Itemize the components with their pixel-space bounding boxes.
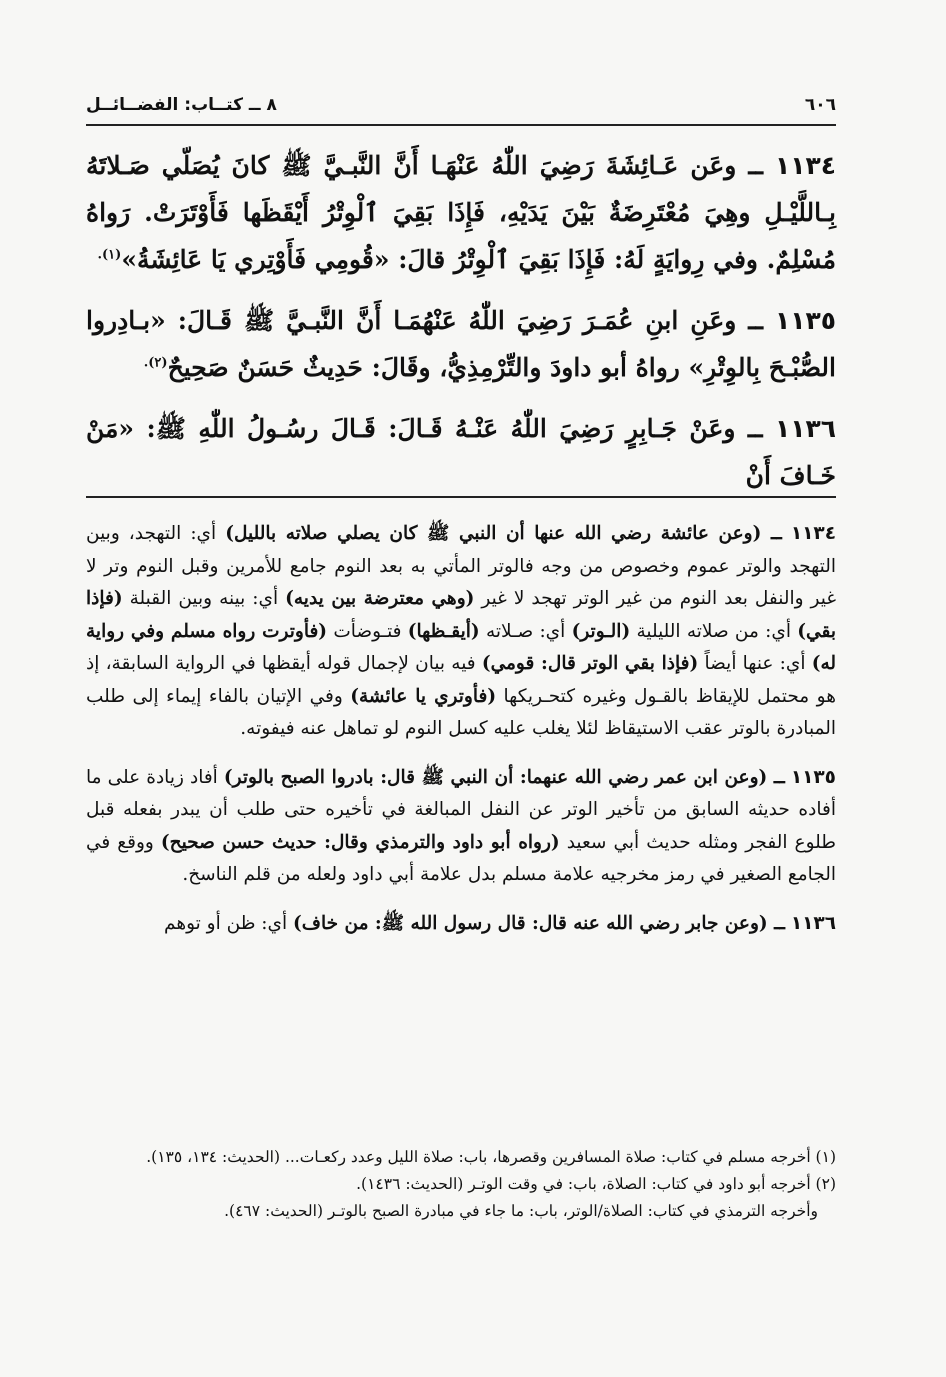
hadith-number: ١١٣٦	[774, 414, 836, 443]
quoted-text: (فإذا بقي الوتر قال: قومي)	[481, 653, 699, 674]
explanation: أي: ظن أو توهم	[164, 912, 294, 934]
quoted-text: (فأوتري يا عائشة)	[350, 685, 497, 707]
footnote-2: (٢) أخرجه أبو داود في كتاب: الصلاة، باب: في وقت الوتـر (الحديث: ١٤٣٦).	[356, 1175, 836, 1193]
quoted-text: (وهي معترضة بين يديه)	[285, 588, 475, 609]
chapter-title: ٨ ــ كتــاب: الفضــائــل	[86, 95, 277, 115]
text-commentary-divider	[86, 496, 836, 498]
hadith-body: ــ وعَنِ ابنِ عُمَـرَ رَضِيَ اللّٰهُ عَنْهُمَـا أَنَّ النَّبـيَّ ﷺ قَـالَ: «بـادِروا الصُّبْـحَ بِالوِتْرِ» رواهُ أبو داودَ والتِّرْمِذِيُّ، وقَالَ: حَدِيثٌ حَسَنٌ صَحِيحٌ	[86, 306, 836, 382]
quoted-text: ــ (وعن ابن عمر رضي الله عنهما: أن النبي ﷺ قال: بادروا الصبح بالوتر)	[223, 766, 785, 788]
book-page	[86, 82, 836, 1322]
quoted-text: ــ (وعن عائشة رضي الله عنها أن النبي ﷺ كان يصلي صلاته بالليل)	[225, 523, 782, 544]
hadith-text	[86, 142, 836, 513]
quoted-text: (رواه أبو داود والترمذي وقال: حديث حسن صحيح)	[160, 831, 560, 853]
commentary-number: ١١٣٦	[790, 912, 836, 934]
commentary-1135	[86, 762, 836, 892]
explanation: أفاد زيادة على ما أفاده حديثه السابق من تأخير الوتر عن النفل المبالغة في تأخيره حتى طلب أن يبدر بفعله قبل طلوع الفجر ومثله حديث أبي سعيد	[86, 766, 836, 853]
running-header	[86, 90, 836, 120]
explanation: وفي الإتيان بالفاء إيماء إلى طلب المبادرة بالوتر عقب الاستيقاظ لئلا يغلب عليه كسل النوم لو تماهل عنه فيفوته.	[86, 685, 836, 739]
quoted-text: (الـوتر)	[571, 620, 631, 642]
explanation: أي: من صلاته الليلية	[630, 620, 798, 642]
hadith-body: ــ وعَنْ جَـابِرٍ رَضِيَ اللّٰهُ عَنْـهُ قَـالَ: قَـالَ رسُـولُ اللّٰهِ ﷺ: «مَنْ خَـافَ أَنْ	[86, 414, 836, 490]
footnote-ref: (١).	[97, 247, 122, 263]
quoted-text: (فأوترت رواه مسلم وفي رواية له)	[86, 620, 836, 674]
explanation: ووقع في الجامع الصغير في رمز مخرجيه علامة مسلم بدل علامة أبي داود ولعله من قلم الناسخ.	[86, 831, 836, 885]
hadith-number: ١١٣٤	[774, 151, 836, 180]
page-number: ٦٠٦	[804, 95, 836, 115]
commentary-1136	[86, 908, 836, 941]
commentary-1134	[86, 518, 836, 746]
footnote-2-continued: وأخرجه الترمذي في كتاب: الصلاة/الوتر، باب: ما جاء في مبادرة الصبح بالوتـر (الحديث: ٤٦٧).	[224, 1202, 818, 1220]
quoted-text: (فإذا بقي)	[86, 588, 836, 642]
hadith-1136	[86, 405, 836, 499]
explanation: أي: عنها أيضاً	[698, 653, 812, 674]
explanation: أي: التهجد، وبين التهجد والوتر عموم وخصوص من وجه فالوتر المأتي به بعد النوم جامع للأمرين وقبل النوم وتر لا غير والنفل بعد النوم من غير الوتر تهجد لا غير	[86, 523, 836, 609]
quoted-text: (أيقـظها)	[407, 620, 480, 642]
hadith-1135	[86, 297, 836, 391]
explanation: أي: بينه وبين القبلة	[122, 588, 286, 609]
footnote-1: (١) أخرجه مسلم في كتاب: صلاة المسافرين وقصرها، باب: صلاة الليل وعدد ركعـات... (الحديث: ١٣٤، ١٣٥).	[146, 1148, 836, 1166]
commentary	[86, 518, 836, 956]
explanation: فتـوضأت	[327, 620, 408, 642]
explanation: فيه بيان لإجمال قوله أيقظها في الرواية السابقة، إذ هو محتمل للإيقاظ بالقـول وغيره كتحـريكها	[86, 653, 836, 707]
hadith-1134	[86, 142, 836, 283]
hadith-body: ــ وعَن عَـائِشَةَ رَضِيَ اللّٰهُ عَنْهَـا أَنَّ النَّبـيَّ ﷺ كانَ يُصَلّي صَـلاتَهُ بِـاللَّيْـلِ وهِيَ مُعْتَرِضَةٌ بَيْنَ يَدَيْهِ، فَإِذَا بَقِيَ ٱلْوِتْرُ أَيْقَظَها فَأَوْتَرَتْ. رَواهُ مُسْلِمٌ. وفي رِوايَةٍ لَهُ: فَإِذَا بَقِيَ ٱلْوِتْرُ قالَ: «قُومِي فَأَوْتِري يَا عَائِشَةُ»	[86, 151, 836, 274]
quoted-text: ــ (وعن جابر رضي الله عنه قال: قال رسول الله ﷺ: من خاف)	[293, 912, 785, 934]
explanation: أي: صـلاته	[479, 620, 572, 642]
footnote-ref: (٢).	[143, 355, 168, 371]
commentary-number: ١١٣٤	[790, 523, 836, 544]
footnotes	[86, 1144, 836, 1225]
hadith-number: ١١٣٥	[774, 306, 836, 335]
header-divider	[86, 124, 836, 126]
commentary-number: ١١٣٥	[790, 766, 836, 788]
